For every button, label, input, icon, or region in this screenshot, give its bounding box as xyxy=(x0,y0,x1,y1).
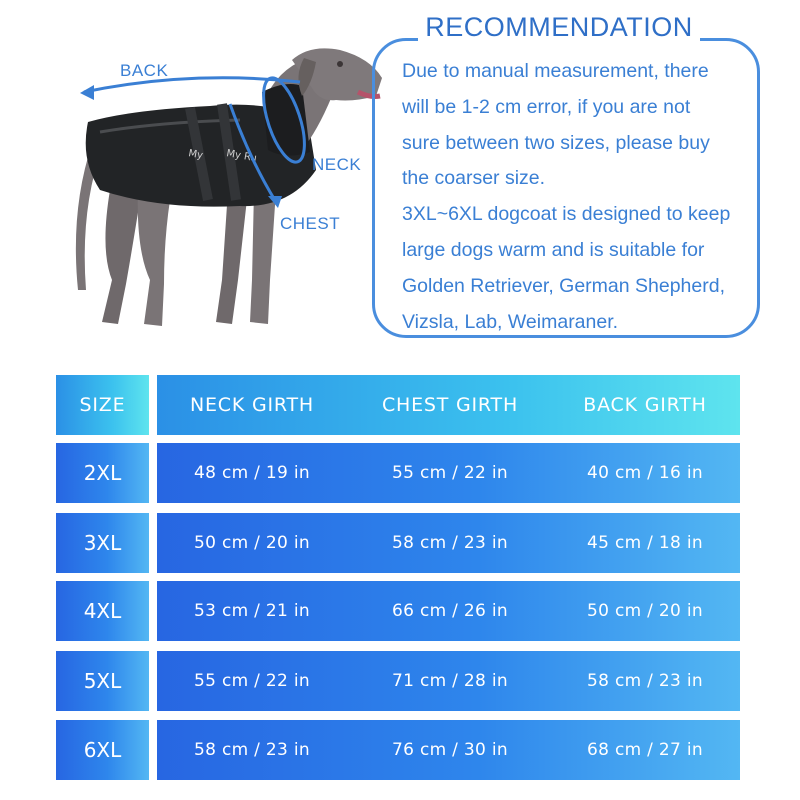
back-girth-value: 50 cm / 20 in xyxy=(587,601,703,621)
size-cell: 4XL xyxy=(56,581,149,641)
neck-girth-value: 50 cm / 20 in xyxy=(194,533,310,553)
header-size xyxy=(56,375,149,435)
size-cell: 2XL xyxy=(56,443,149,503)
header-size-label: SIZE xyxy=(79,394,126,416)
dog-coat-illustration xyxy=(40,40,400,340)
neck-girth-value: 58 cm / 23 in xyxy=(194,740,310,760)
table-row xyxy=(56,720,740,780)
measurement-cells xyxy=(157,513,740,573)
recommendation-line: 3XL~6XL dogcoat is designed to keep xyxy=(402,203,731,226)
back-girth-value: 58 cm / 23 in xyxy=(587,671,703,691)
neck-girth-value: 48 cm / 19 in xyxy=(194,463,310,483)
chest-girth-value: 76 cm / 30 in xyxy=(392,740,508,760)
measurement-cells xyxy=(157,651,740,711)
back-girth-value: 40 cm / 16 in xyxy=(587,463,703,483)
measurement-cells xyxy=(157,443,740,503)
size-cell: 5XL xyxy=(56,651,149,711)
back-girth-value: 45 cm / 18 in xyxy=(587,533,703,553)
table-header-row xyxy=(56,375,740,435)
neck-girth-value: 55 cm / 22 in xyxy=(194,671,310,691)
chest-label: CHEST xyxy=(280,214,341,233)
svg-text:My: My xyxy=(187,148,204,162)
recommendation-line: sure between two sizes, please buy xyxy=(402,131,710,154)
chest-girth-value: 58 cm / 23 in xyxy=(392,533,508,553)
header-measurements xyxy=(157,375,740,435)
recommendation-line: Due to manual measurement, there xyxy=(402,60,709,82)
table-row xyxy=(56,513,740,573)
neck-label: NECK xyxy=(312,155,362,174)
size-cell: 3XL xyxy=(56,513,149,573)
recommendation-text xyxy=(402,54,747,340)
measurement-cells xyxy=(157,581,740,641)
back-label: BACK xyxy=(120,61,169,80)
table-row xyxy=(56,581,740,641)
svg-text:My Ru: My Ru xyxy=(225,148,258,165)
measurement-cells xyxy=(157,720,740,780)
chest-girth-value: 66 cm / 26 in xyxy=(392,601,508,621)
table-row xyxy=(56,443,740,503)
recommendation-line: the coarser size. xyxy=(402,167,546,190)
recommendation-line: Golden Retriever, German Shepherd, xyxy=(402,274,726,297)
header-chest-girth: CHEST GIRTH xyxy=(381,394,519,416)
neck-girth-value: 53 cm / 21 in xyxy=(194,601,310,621)
recommendation-line: Vizsla, Lab, Weimaraner. xyxy=(402,310,619,333)
table-row xyxy=(56,651,740,711)
recommendation-line: will be 1-2 cm error, if you are not xyxy=(402,95,691,118)
dog-image xyxy=(40,40,400,340)
recommendation-line: large dogs warm and is suitable for xyxy=(402,238,705,261)
chest-girth-value: 71 cm / 28 in xyxy=(392,671,508,691)
header-back-girth: BACK GIRTH xyxy=(583,394,707,416)
size-cell: 6XL xyxy=(56,720,149,780)
header-neck-girth: NECK GIRTH xyxy=(189,394,315,416)
recommendation-title: RECOMMENDATION xyxy=(418,12,700,43)
back-girth-value: 68 cm / 27 in xyxy=(587,740,703,760)
chest-girth-value: 55 cm / 22 in xyxy=(392,463,508,483)
